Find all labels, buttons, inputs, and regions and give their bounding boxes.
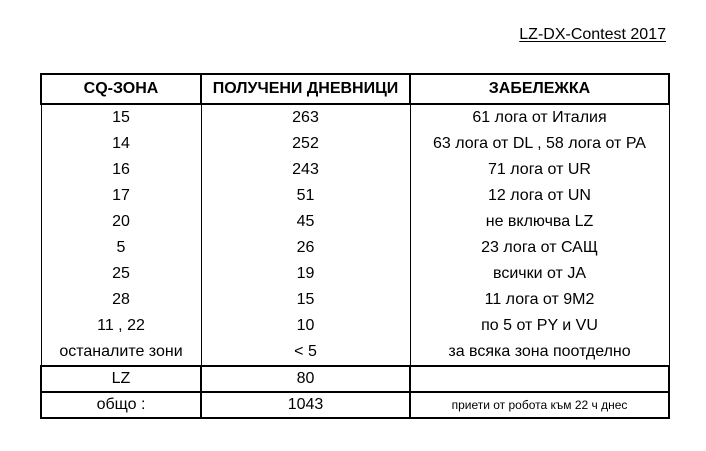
table-row (41, 131, 669, 157)
zone-cell: 28 (41, 287, 201, 313)
table-row (41, 261, 669, 287)
zone-cell: 25 (41, 261, 201, 287)
zone-cell: 11 , 22 (41, 313, 201, 339)
logs-cell: < 5 (201, 339, 410, 366)
logs-cell: 26 (201, 235, 410, 261)
zone-cell: 20 (41, 209, 201, 235)
note-cell: 23 лога от САЩ (410, 235, 669, 261)
total-label-cell: общо : (41, 392, 201, 418)
note-cell: 71 лога от UR (410, 157, 669, 183)
zone-cell: останалите зони (41, 339, 201, 366)
note-cell: 12 лога от UN (410, 183, 669, 209)
logs-cell: 263 (201, 104, 410, 131)
total-row (41, 392, 669, 418)
table-row (41, 209, 669, 235)
table-row (41, 183, 669, 209)
note-cell: не включва LZ (410, 209, 669, 235)
lz-row (41, 366, 669, 392)
table-row (41, 287, 669, 313)
zone-cell: 5 (41, 235, 201, 261)
total-note-cell: приети от робота към 22 ч днес (410, 392, 669, 418)
logs-cell: 252 (201, 131, 410, 157)
lz-note-cell (410, 366, 669, 392)
logs-table (40, 73, 670, 419)
header-cq-zone: CQ-ЗОНА (41, 74, 201, 104)
lz-logs-cell: 80 (201, 366, 410, 392)
table-row (41, 157, 669, 183)
table-header-row (41, 74, 669, 104)
logs-cell: 19 (201, 261, 410, 287)
note-cell: 61 лога от Италия (410, 104, 669, 131)
table-row (41, 235, 669, 261)
total-logs-cell: 1043 (201, 392, 410, 418)
zone-cell: 14 (41, 131, 201, 157)
note-cell: по 5 от PY и VU (410, 313, 669, 339)
note-cell: за всяка зона поотделно (410, 339, 669, 366)
table-row (41, 104, 669, 131)
logs-cell: 10 (201, 313, 410, 339)
note-cell: 11 лога от 9M2 (410, 287, 669, 313)
logs-cell: 45 (201, 209, 410, 235)
table-row (41, 313, 669, 339)
logs-cell: 15 (201, 287, 410, 313)
zone-cell: 16 (41, 157, 201, 183)
logs-cell: 51 (201, 183, 410, 209)
zone-cell: 15 (41, 104, 201, 131)
document-title: LZ-DX-Contest 2017 (519, 26, 666, 43)
table-row (41, 339, 669, 366)
note-cell: 63 лога от DL , 58 лога от PA (410, 131, 669, 157)
header-note: ЗАБЕЛЕЖКА (410, 74, 669, 104)
zone-cell: 17 (41, 183, 201, 209)
header-received-logs: ПОЛУЧЕНИ ДНЕВНИЦИ (201, 74, 410, 104)
note-cell: всички от JA (410, 261, 669, 287)
logs-cell: 243 (201, 157, 410, 183)
lz-zone-cell: LZ (41, 366, 201, 392)
